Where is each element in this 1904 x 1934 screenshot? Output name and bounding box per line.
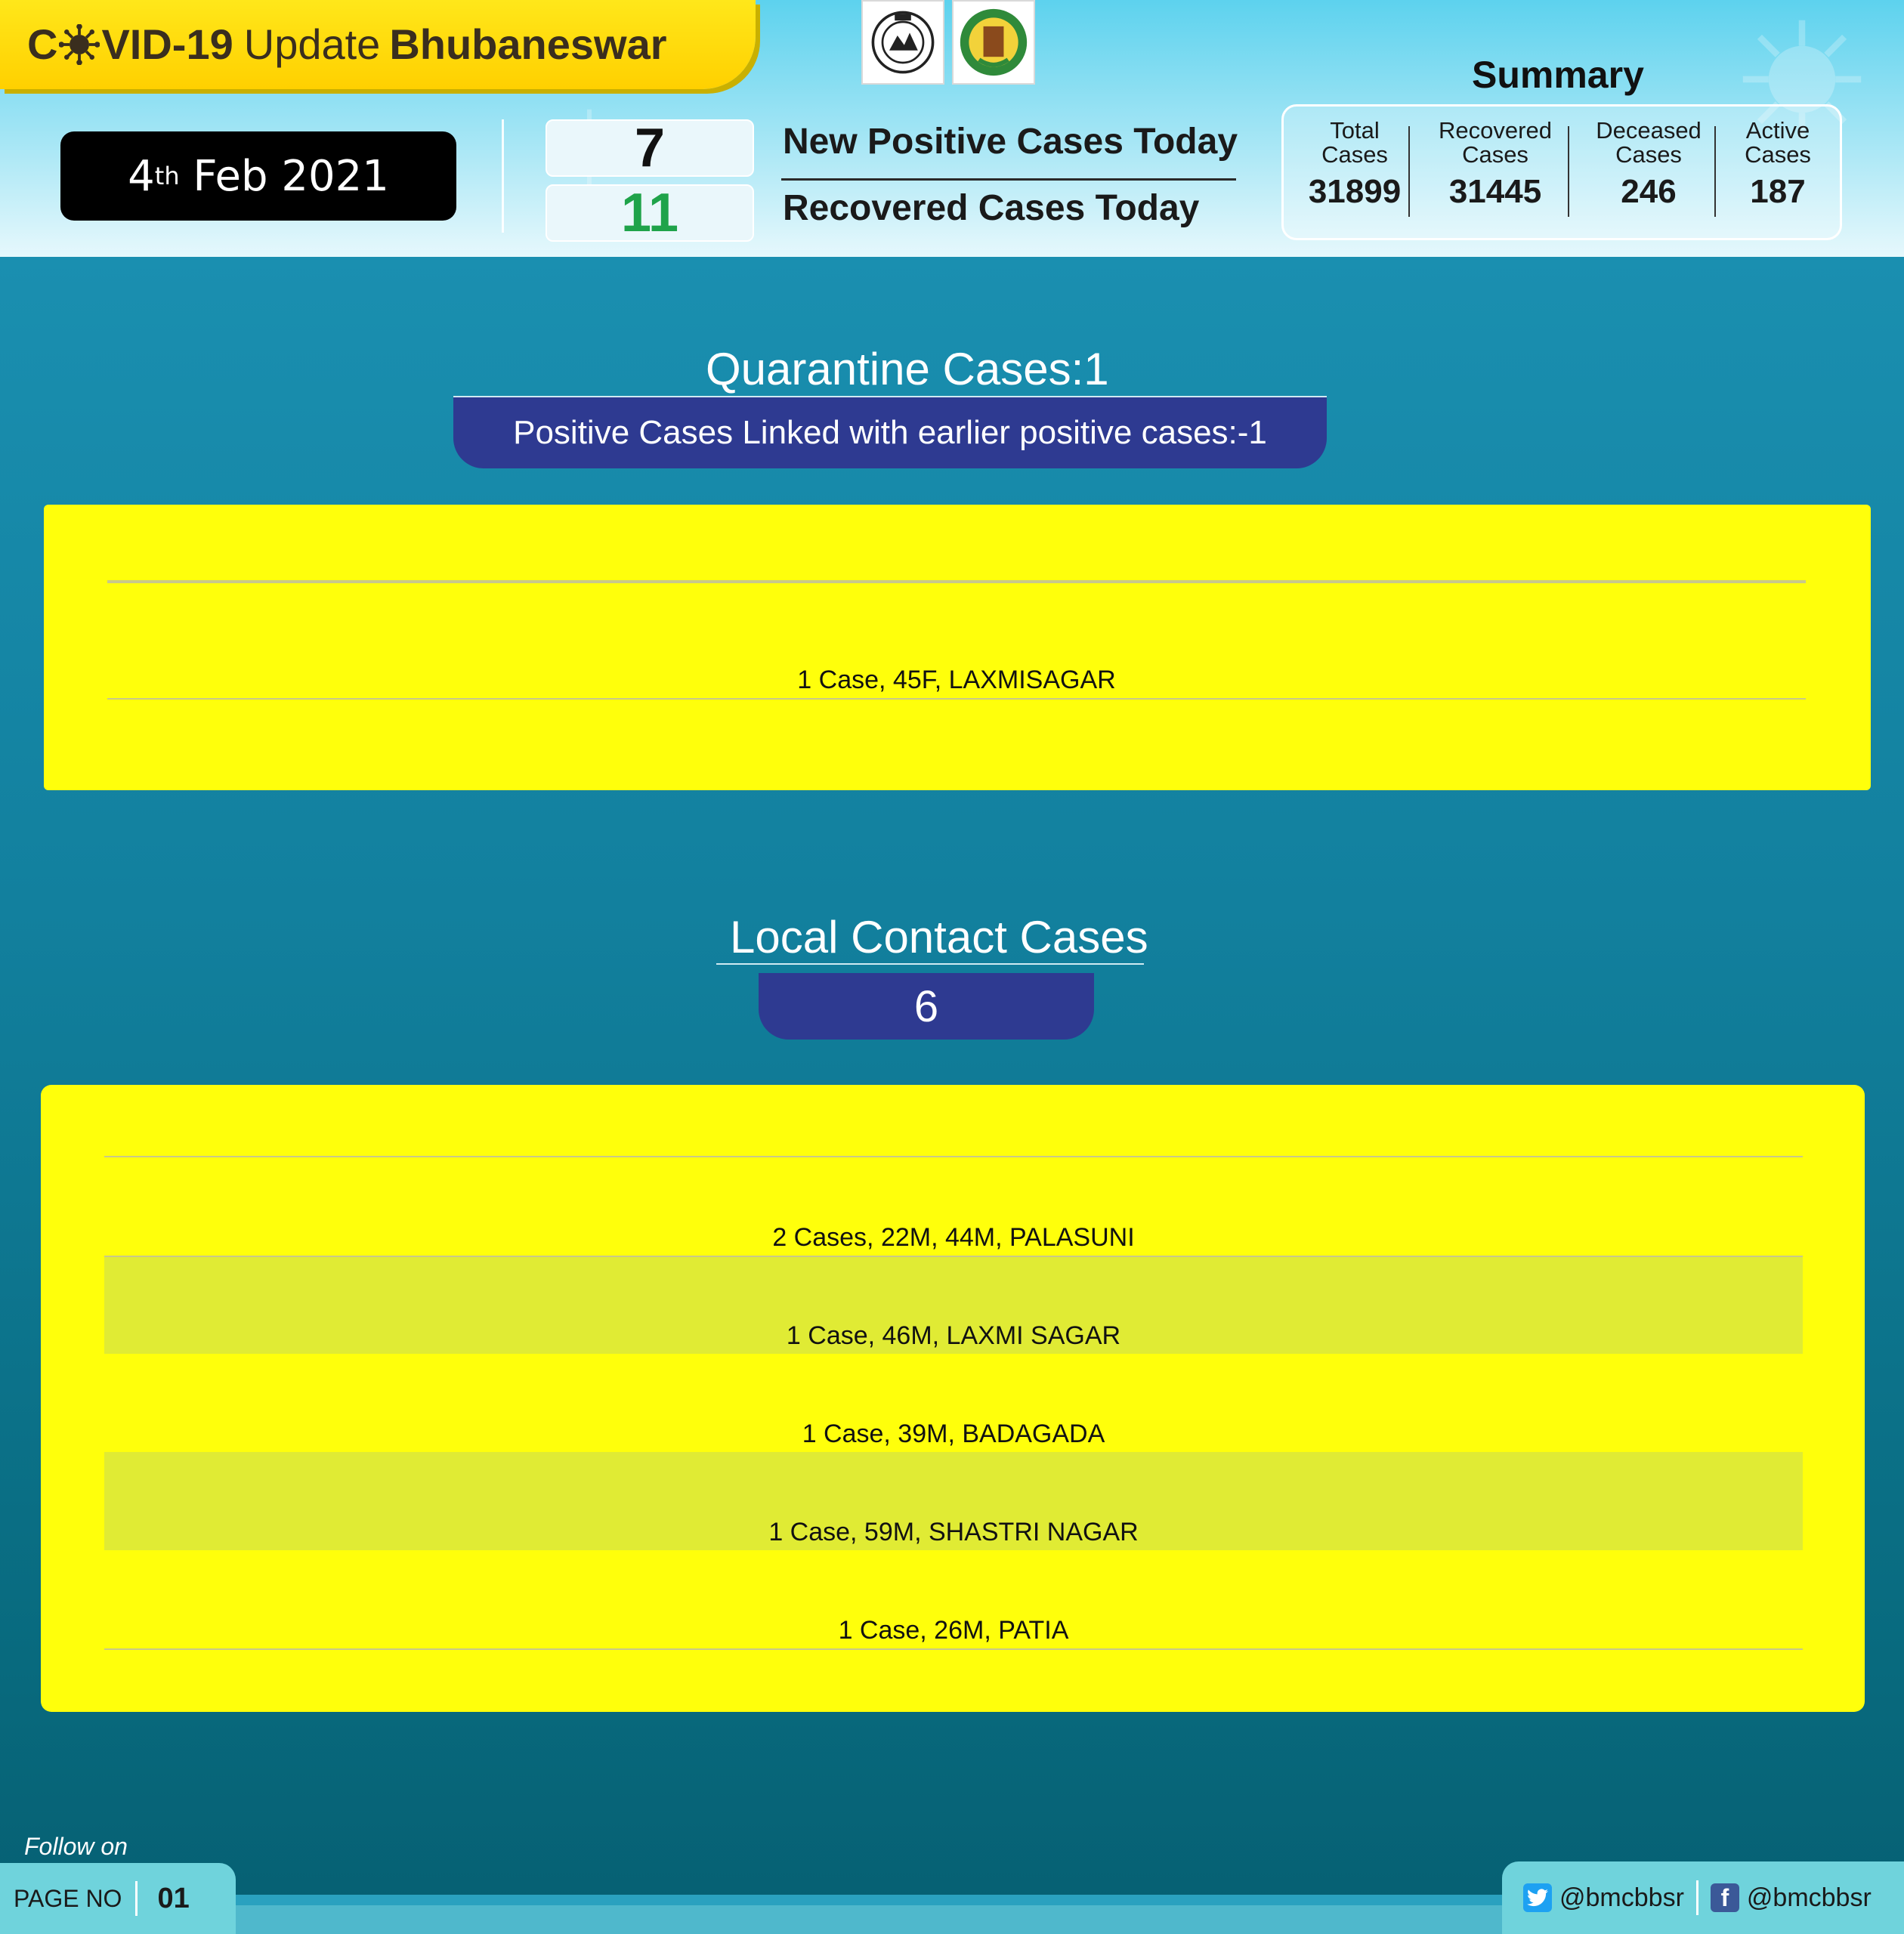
twitter-handle: @bmcbbsr [1559,1883,1684,1912]
virus-icon [59,24,100,65]
summary-total [1302,119,1408,211]
date-suffix: th [154,162,180,190]
summary-value: 31445 [1448,173,1542,210]
summary-label: Cases [1745,141,1811,168]
summary-title: Summary [1472,54,1644,96]
table-divider [107,698,1806,700]
today-divider [781,178,1236,181]
bmc-logo-icon [952,0,1035,85]
summary-label: Recovered [1439,117,1552,144]
summary-label: Cases [1462,141,1528,168]
summary-label: Cases [1321,141,1388,168]
summary-value: 246 [1621,173,1677,210]
title-update: Update [243,20,381,68]
summary-value: 187 [1750,173,1806,210]
quarantine-subtitle: Positive Cases Linked with earlier positive cases:-1 [453,396,1327,468]
header [0,0,1904,257]
facebook-icon: f [1711,1883,1739,1912]
date-month-year: Feb 2021 [193,151,389,201]
facebook-link[interactable] [1711,1883,1872,1913]
summary-deceased [1577,119,1720,211]
title-covid: VID-19 [101,20,233,68]
follow-on-label: Follow on [24,1833,128,1860]
page-number-tab [0,1863,236,1934]
recovered-today-label: Recovered Cases Today [783,188,1200,228]
title-banner [0,0,756,89]
local-contact-card [41,1085,1865,1712]
social-divider [1696,1880,1698,1915]
page-divider [135,1881,138,1916]
footer-strip-accent [227,1895,1511,1905]
twitter-link[interactable] [1523,1883,1684,1913]
list-item: 1 Case, 59M, SHASTRI NAGAR [104,1452,1803,1550]
table-divider [104,1648,1803,1650]
title-letter-c: C [27,20,58,68]
summary-box [1281,104,1842,240]
local-contact-underline [716,963,1144,965]
odisha-emblem-icon [861,0,944,85]
header-divider [502,119,504,233]
summary-divider [1408,126,1410,217]
summary-value: 31899 [1308,173,1402,210]
page-number: 01 [157,1882,190,1914]
social-links [1502,1861,1904,1934]
list-item: 1 Case, 45F, LAXMISAGAR [107,582,1806,698]
summary-recovered [1420,119,1571,211]
list-item: 1 Case, 26M, PATIA [838,1616,1069,1645]
local-contact-count: 6 [759,973,1094,1040]
report-date [60,131,456,221]
summary-label: Active [1745,117,1810,144]
summary-label: Total [1330,117,1380,144]
facebook-handle: @bmcbbsr [1746,1883,1872,1912]
recovered-today-count: 11 [546,184,754,242]
summary-active [1725,119,1831,211]
twitter-icon [1523,1883,1552,1912]
summary-divider [1568,126,1569,217]
local-contact-title: Local Contact Cases [730,912,1148,962]
list-item: 1 Case, 46M, LAXMI SAGAR [104,1256,1803,1354]
list-item: 1 Case, 39M, BADAGADA [802,1420,1105,1448]
list-item: 2 Cases, 22M, 44M, PALASUNI [772,1223,1135,1252]
new-positive-label: New Positive Cases Today [783,122,1238,162]
summary-label: Cases [1615,141,1682,168]
quarantine-title: Quarantine Cases:1 [706,344,1109,394]
summary-divider [1714,126,1716,217]
date-day: 4 [128,151,155,201]
page-title [27,20,667,69]
quarantine-card [44,505,1871,790]
new-positive-count: 7 [546,119,754,177]
page-label: PAGE NO [14,1884,122,1912]
title-city: Bhubaneswar [389,20,667,68]
summary-label: Deceased [1596,117,1702,144]
